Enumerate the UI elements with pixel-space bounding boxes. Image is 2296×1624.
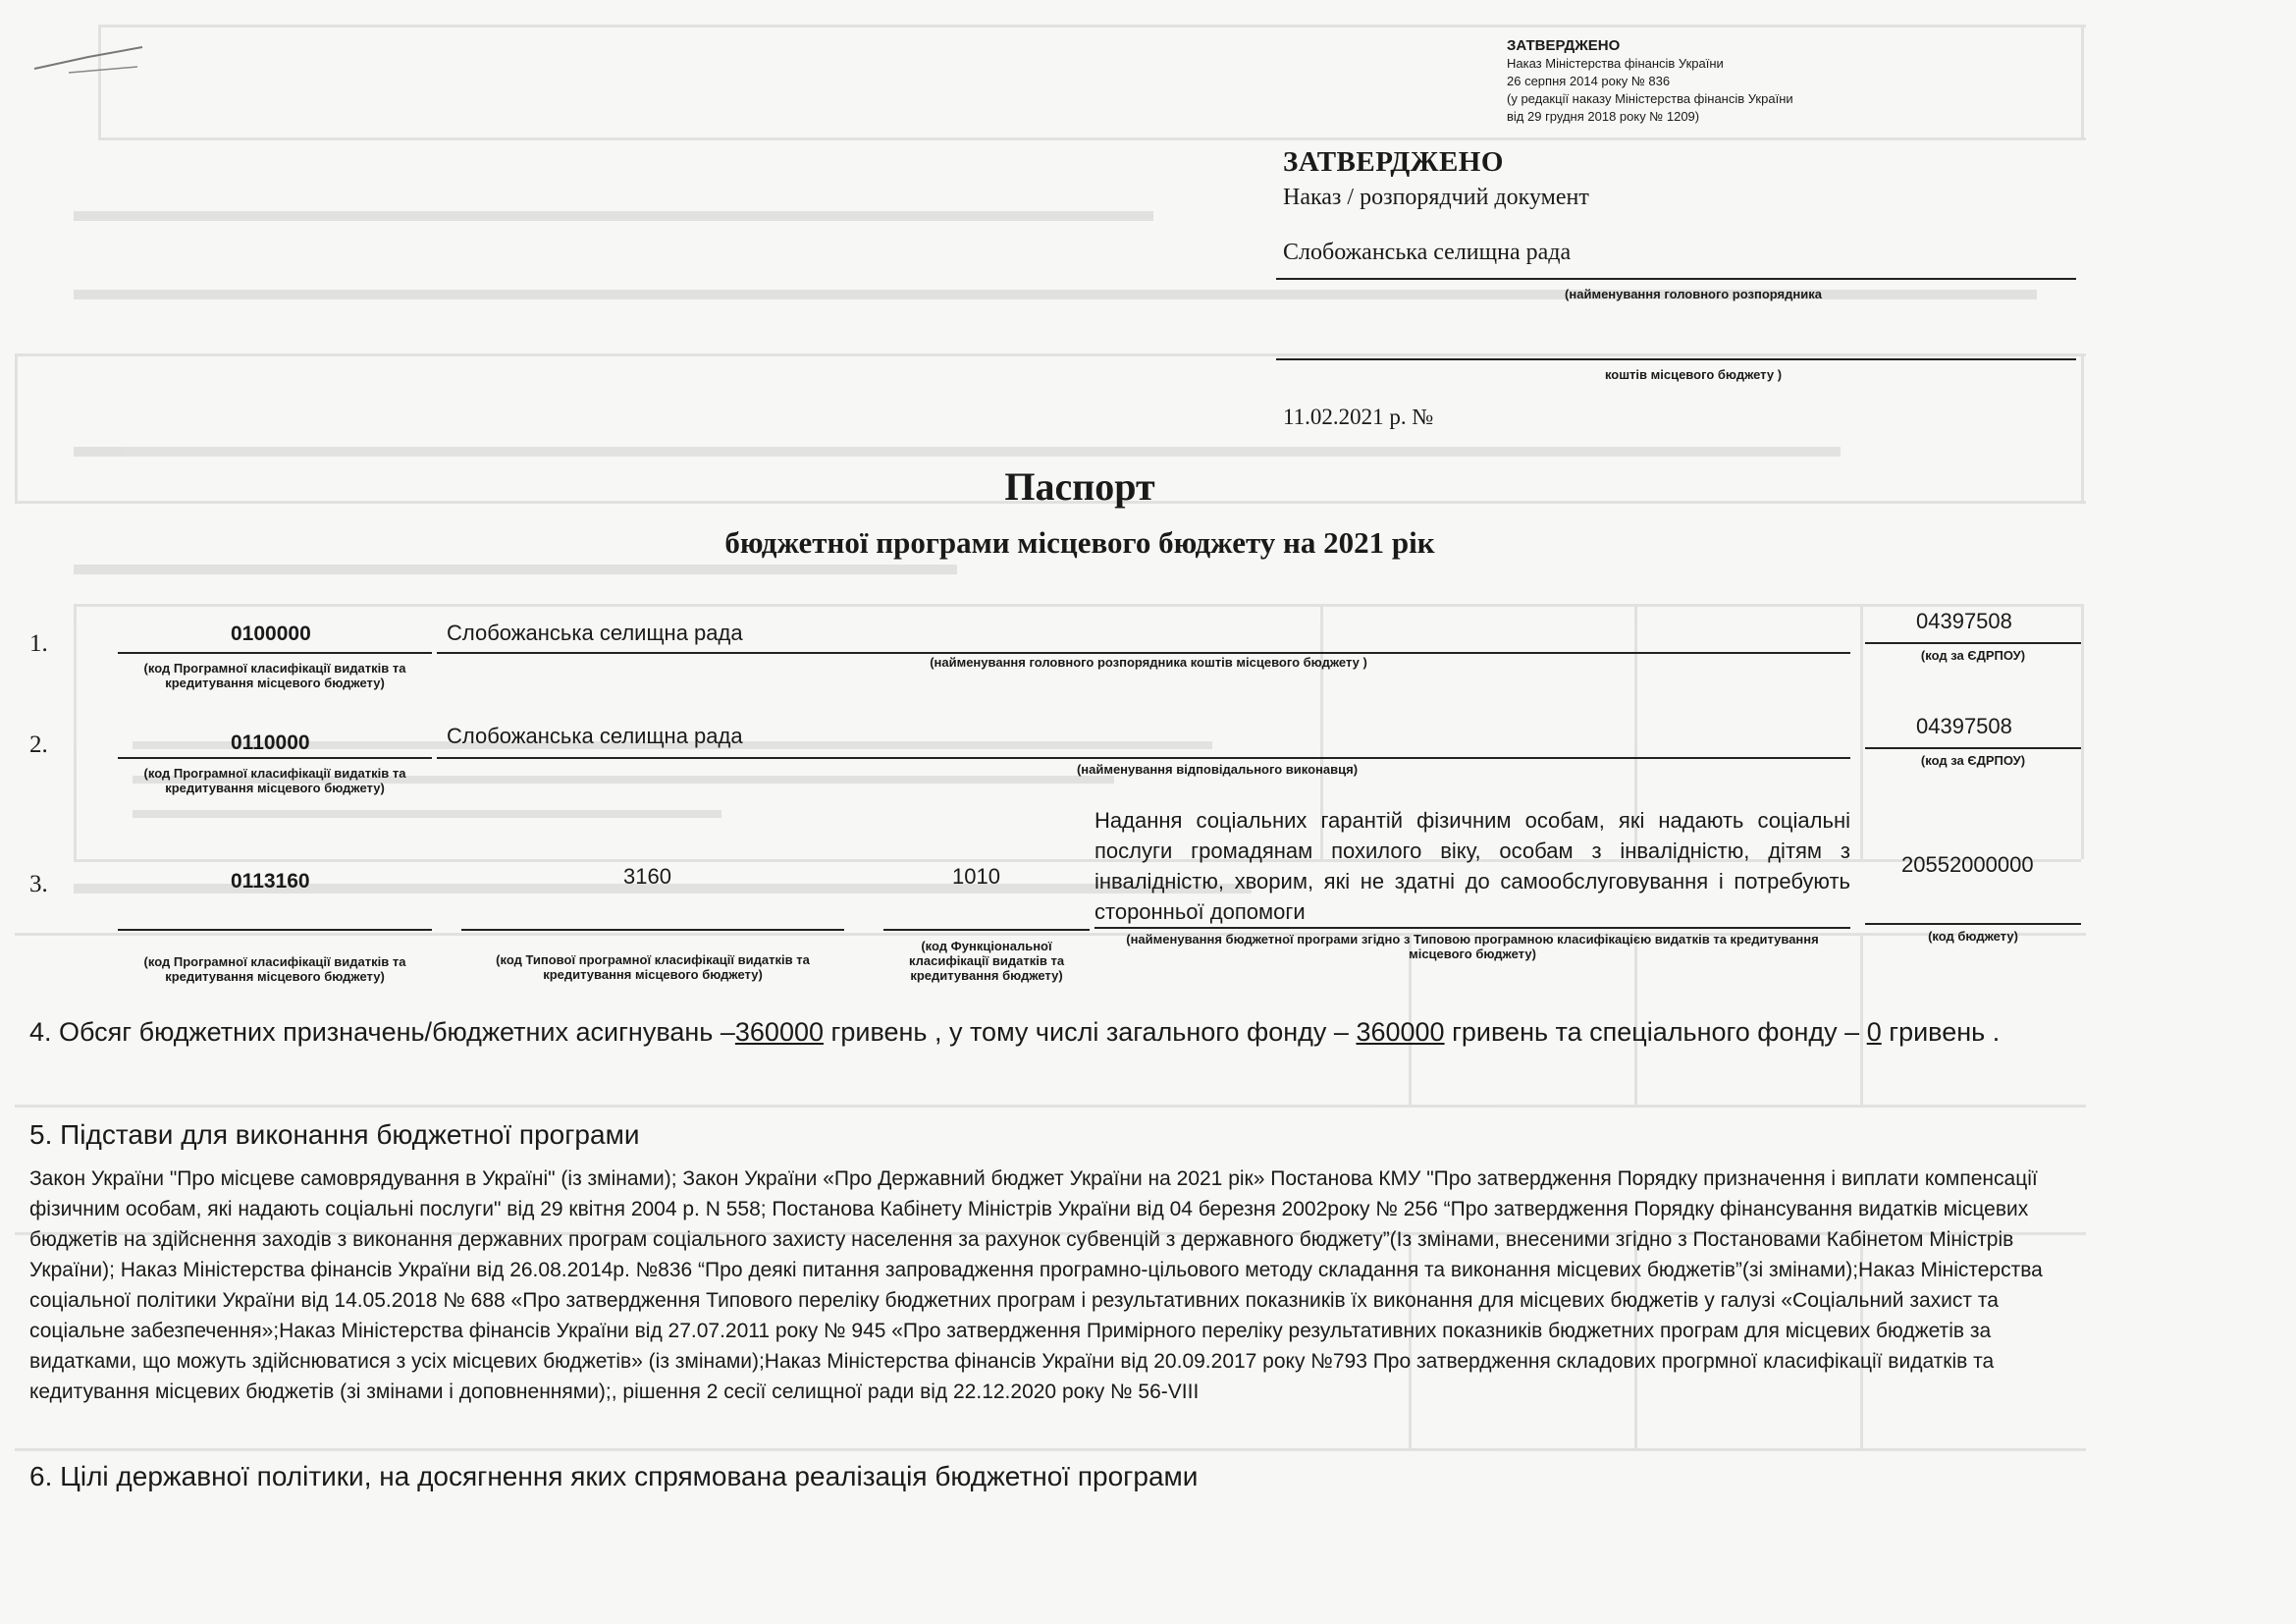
row3-program-name: Надання соціальних гарантій фізичним особам, які надають соціальні послуги громадянам похилого віку, особам з інвалідністю, дітям з інвалідністю, хворим, які не здатні до самообслуговування і потребують сторонньої допомоги: [1095, 808, 1850, 924]
row3-number: 3.: [29, 871, 48, 897]
section4-text-2: гривень , у тому числі загального фонду –: [824, 1017, 1357, 1047]
row3-typical-caption: (код Типової програмної класифікації видатків та кредитування місцевого бюджету): [496, 952, 810, 982]
approval-stamp-small: [1507, 37, 1821, 126]
row1-name-caption: (найменування головного розпорядника коштів місцевого бюджету ): [930, 655, 1367, 670]
document-title: Паспорт: [1004, 464, 1155, 509]
approval-small-line3: (у редакції наказу Міністерства фінансів України: [1507, 91, 1793, 106]
row3-func-caption: (код Функціональної класифікації видатків та кредитування бюджету): [908, 939, 1065, 983]
section4-budget-amount: [29, 1011, 2086, 1053]
section6-heading: 6. Цілі державної політики, на досягнення яких спрямована реалізація бюджетної програми: [29, 1461, 1199, 1491]
section4-general-fund: 360000: [1356, 1017, 1445, 1047]
row1-program-code: 0100000: [231, 623, 311, 645]
row2-number: 2.: [29, 731, 48, 758]
row3-name-caption: (найменування бюджетної програми згідно з Типовою програмною класифікацією видатків та кредитування місцевого бюджету): [1126, 932, 1819, 961]
approval-date: 11.02.2021 р. №: [1283, 405, 1434, 429]
approval-small-line2: 26 серпня 2014 року № 836: [1507, 74, 1671, 88]
approval-small-line1: Наказ Міністерства фінансів України: [1507, 56, 1724, 71]
approval-small-line4: від 29 грудня 2018 року № 1209): [1507, 109, 1700, 124]
approval-authority: Слобожанська селищна рада: [1283, 240, 1572, 265]
approval-title: ЗАТВЕРДЖЕНО: [1283, 146, 1504, 178]
row3-code-line: [118, 929, 432, 931]
row2-name: Слобожанська селищна рада: [447, 724, 743, 748]
approval-caption-1: (найменування головного розпорядника: [1565, 287, 1822, 301]
row1-code-line: [118, 652, 432, 654]
row1-code-caption: (код Програмної класифікації видатків та кредитування місцевого бюджету): [143, 661, 406, 690]
approval-block: [1283, 145, 2088, 269]
row3-name-line: [1095, 927, 1850, 929]
row3-func-line: [883, 929, 1090, 931]
authority-underline: [1276, 278, 2076, 280]
authority-underline-2: [1276, 358, 2076, 360]
section4-text-1: 4. Обсяг бюджетних призначень/бюджетних асигнувань –: [29, 1017, 735, 1047]
row1-edrpou-line: [1865, 642, 2081, 644]
row3-code-caption: (код Програмної класифікації видатків та кредитування місцевого бюджету): [143, 954, 406, 984]
row2-code-caption: (код Програмної класифікації видатків та кредитування місцевого бюджету): [143, 766, 406, 795]
section5-heading: 5. Підстави для виконання бюджетної програми: [29, 1119, 640, 1150]
approval-caption-2: коштів місцевого бюджету ): [1604, 367, 1783, 382]
row2-edrpou-caption: (код за ЄДРПОУ): [1920, 753, 2026, 768]
document-subtitle: бюджетної програми місцевого бюджету на 2021 рік: [724, 525, 1435, 560]
row2-edrpou: 04397508: [1916, 714, 2012, 738]
row3-budget-code: 20552000000: [1901, 852, 2034, 877]
approval-order: Наказ / розпорядчий документ: [1283, 185, 1589, 210]
approval-small-title: ЗАТВЕРДЖЕНО: [1507, 37, 1621, 54]
row2-edrpou-line: [1865, 747, 2081, 749]
row1-number: 1.: [29, 630, 48, 657]
row1-edrpou: 04397508: [1916, 609, 2012, 633]
row2-program-code: 0110000: [231, 731, 310, 754]
pen-mark-icon: [29, 39, 147, 79]
section4-text-4: гривень .: [1881, 1017, 2001, 1047]
row3-function-code: 1010: [952, 864, 1000, 889]
row1-name-line: [437, 652, 1850, 654]
row3-budget-line: [1865, 923, 2081, 925]
section4-special-fund: 0: [1866, 1017, 1882, 1047]
row3-budget-caption: (код бюджету): [1928, 929, 2018, 944]
row2-name-caption: (найменування відповідального виконавця): [1076, 762, 1359, 777]
row3-program-code: 0113160: [231, 870, 310, 893]
section5-body: Закон України "Про місцеве самоврядування в Україні" (із змінами); Закон України «Про Державний бюджет України на 2021 рік» Постанова КМУ "Про затвердження Порядку призначення і виплати компенсації фізичним особам, які надають соціальні послуги" від 29 квітня 2004 р. N 558; Постанова Кабінету Міністрів України від 04 березня 2002року № 256 “Про затвердження Порядку фінансування видатків місцевих бюджетів на здійснення заходів з виконання державних програм соціального захисту населення за рахунок субвенцій з державного бюджету”(Із змінами, внесеними згідно з Постановами Кабінетом Міністрів України); Наказ Міністерства фінансів України від 26.08.2014р. №836 “Про деякі питання запровадження програмно-цільового методу складання та виконання місцевих бюджетів”(зі змінами);Наказ Міністерства соціальної політики України від 14.05.2018 № 688 «Про затвердження Типового переліку бюджетних програм і результативних показників їх виконання для місцевих бюджетів у галузі «Соціальний захист та соціальне забезпечення»;Наказ Міністерства фінансів України від 27.07.2011 року № 945 «Про затвердження Примірного переліку результативних показників бюджетних програм для місцевих бюджетів за видатками, що можуть здійснюватися з усіх місцевих бюджетів» (із змінами);Наказ Міністерства фінансів України від 20.09.2017 року №793 Про затвердження складових прогрмної класифікації видатків та кедитування місцевих бюджетів (зі змінами і доповненнями);, рішення 2 сесії селищної ради від 22.12.2020 року № 56-VIII: [29, 1167, 2043, 1403]
row1-edrpou-caption: (код за ЄДРПОУ): [1920, 648, 2026, 663]
section4-total: 360000: [734, 1017, 824, 1047]
row3-typical-code: 3160: [623, 864, 671, 889]
row1-name: Слобожанська селищна рада: [447, 621, 743, 645]
row2-name-line: [437, 757, 1850, 759]
row3-typical-line: [461, 929, 844, 931]
row2-code-line: [118, 757, 432, 759]
section4-text-3: гривень та спеціального фонду –: [1444, 1017, 1867, 1047]
